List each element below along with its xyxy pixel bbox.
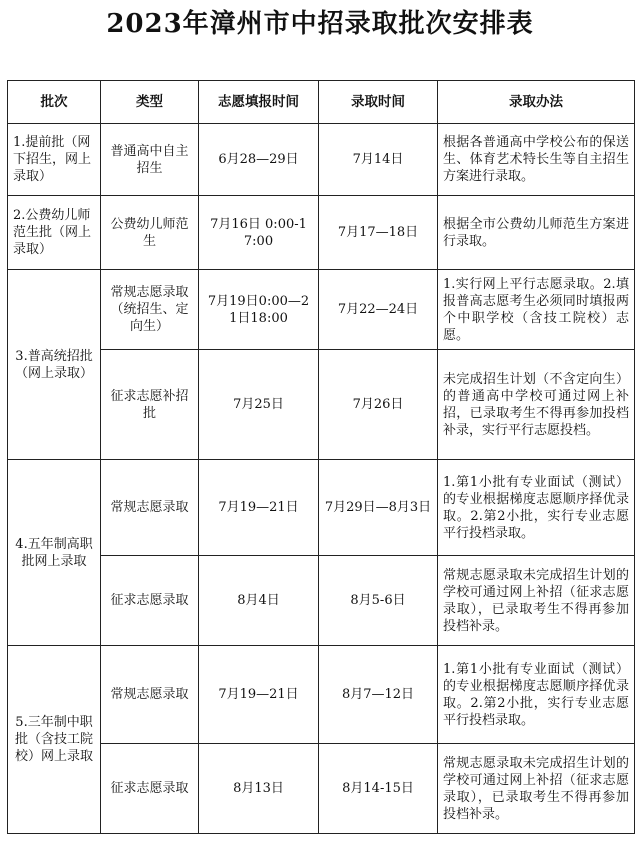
fill-time-cell: 8月4日 <box>199 556 319 646</box>
type-cell: 征求志愿录取 <box>101 744 199 834</box>
header-fill-time: 志愿填报时间 <box>199 81 319 124</box>
method-cell: 1.第1小批有专业面试（测试）的专业根据梯度志愿顺序择优录取。2.第2小批，实行专业志愿平行投档录取。 <box>438 646 635 744</box>
table-row <box>8 350 635 460</box>
fill-time-cell: 8月13日 <box>199 744 319 834</box>
type-cell: 征求志愿录取 <box>101 556 199 646</box>
admit-time-cell: 7月17—18日 <box>319 196 438 270</box>
type-cell: 常规志愿录取 <box>101 460 199 556</box>
admit-time-cell: 7月14日 <box>319 124 438 196</box>
fill-time-cell: 7月19—21日 <box>199 460 319 556</box>
admit-time-cell: 7月29日—8月3日 <box>319 460 438 556</box>
method-cell: 根据各普通高中学校公布的保送生、体育艺术特长生等自主招生方案进行录取。 <box>438 124 635 196</box>
fill-time-cell: 7月25日 <box>199 350 319 460</box>
type-cell: 常规志愿录取 <box>101 646 199 744</box>
admit-time-cell: 8月7—12日 <box>319 646 438 744</box>
batch-cell: 3.普高统招批（网上录取） <box>8 270 101 460</box>
page-title: 2023年漳州市中招录取批次安排表 <box>106 9 534 39</box>
table-row <box>8 124 635 196</box>
header-method: 录取办法 <box>438 81 635 124</box>
table-row <box>8 460 635 556</box>
admit-time-cell: 7月26日 <box>319 350 438 460</box>
header-type: 类型 <box>101 81 199 124</box>
table-row <box>8 556 635 646</box>
type-cell: 公费幼儿师范生 <box>101 196 199 270</box>
table-row <box>8 646 635 744</box>
fill-time-cell: 7月19日0:00—21日18:00 <box>199 270 319 350</box>
batch-cell: 2.公费幼儿师范生批（网上录取） <box>8 196 101 270</box>
method-cell: 常规志愿录取未完成招生计划的学校可通过网上补招（征求志愿录取），已录取考生不得再参加投档补录。 <box>438 556 635 646</box>
method-cell: 未完成招生计划（不含定向生）的普通高中学校可通过网上补招，已录取考生不得再参加投档补录，实行平行志愿投档。 <box>438 350 635 460</box>
table-row <box>8 744 635 834</box>
batch-cell: 5.三年制中职批（含技工院校）网上录取 <box>8 646 101 834</box>
batch-cell: 4.五年制高职批网上录取 <box>8 460 101 646</box>
admit-time-cell: 8月14-15日 <box>319 744 438 834</box>
admit-time-cell: 8月5-6日 <box>319 556 438 646</box>
header-batch: 批次 <box>8 81 101 124</box>
header-admit-time: 录取时间 <box>319 81 438 124</box>
method-cell: 常规志愿录取未完成招生计划的学校可通过网上补招（征求志愿录取），已录取考生不得再参加投档补录。 <box>438 744 635 834</box>
table-row <box>8 270 635 350</box>
method-cell: 根据全市公费幼儿师范生方案进行录取。 <box>438 196 635 270</box>
method-cell: 1.实行网上平行志愿录取。2.填报普高志愿考生必须同时填报两个中职学校（含技工院校）志愿。 <box>438 270 635 350</box>
admission-schedule-table <box>7 80 635 834</box>
fill-time-cell: 7月16日 0:00-17:00 <box>199 196 319 270</box>
table-header-row <box>8 81 635 124</box>
batch-cell: 1.提前批（网下招生，网上录取） <box>8 124 101 196</box>
fill-time-cell: 7月19—21日 <box>199 646 319 744</box>
admit-time-cell: 7月22—24日 <box>319 270 438 350</box>
type-cell: 普通高中自主招生 <box>101 124 199 196</box>
type-cell: 征求志愿补招批 <box>101 350 199 460</box>
fill-time-cell: 6月28—29日 <box>199 124 319 196</box>
type-cell: 常规志愿录取（统招生、定向生） <box>101 270 199 350</box>
table-row <box>8 196 635 270</box>
method-cell: 1.第1小批有专业面试（测试）的专业根据梯度志愿顺序择优录取。2.第2小批，实行专业志愿平行投档录取。 <box>438 460 635 556</box>
